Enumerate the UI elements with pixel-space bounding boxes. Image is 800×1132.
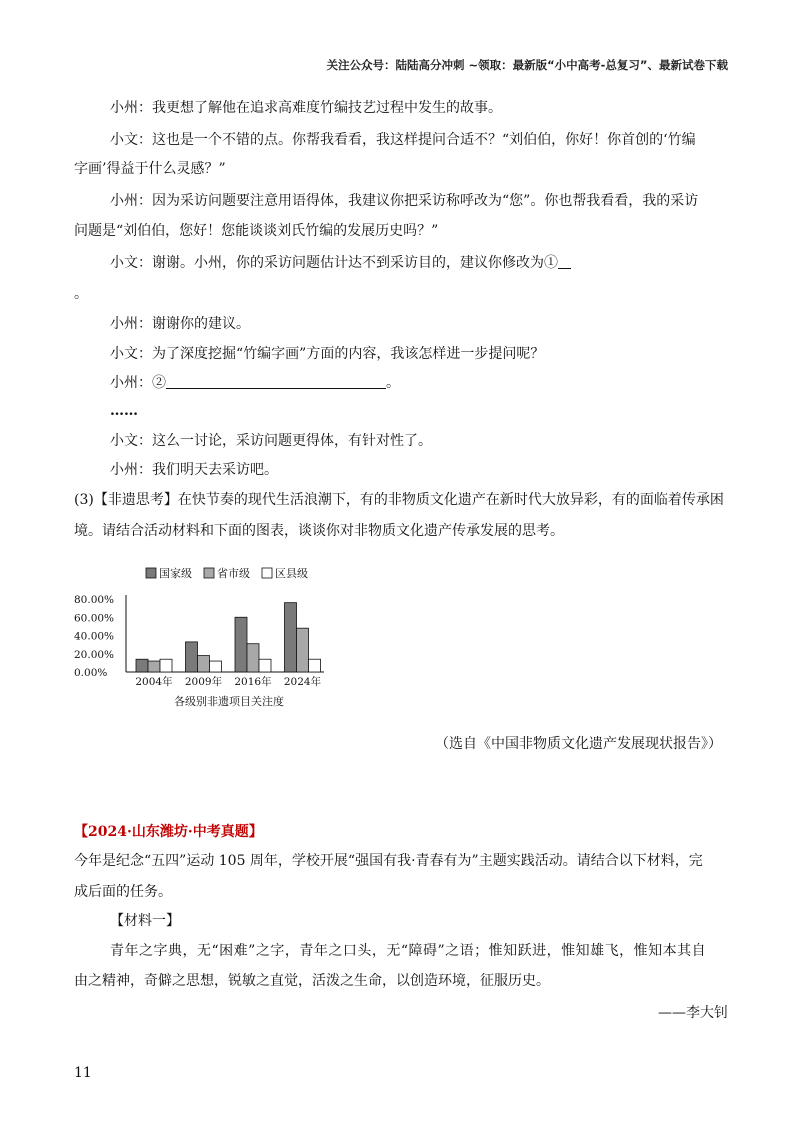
legend-label: 区县级 [275,567,308,580]
material-title: 【材料一】 [110,913,180,929]
question-3-line: (3)【非遗思考】在快节奏的现代生活浪潮下，有的非物质文化遗产在新时代大放异彩，有的面临着传承困 [74,492,724,508]
y-tick-label: 0.00% [74,667,108,679]
dialogue-line: 字画’得益于什么灵感？” [74,161,226,177]
bar-省市级-2009年 [198,656,210,672]
bar-国家级-2024年 [285,603,297,672]
bar-省市级-2024年 [297,628,309,672]
period: 。 [386,375,400,391]
bar-区县级-2016年 [259,659,271,672]
x-tick-label: 2004年 [135,676,173,688]
y-tick-label: 60.00% [74,612,115,625]
question-3-line: 境。请结合活动材料和下面的图表，谈谈你对非物质文化遗产传承发展的思考。 [74,523,564,539]
bar-省市级-2016年 [247,644,259,672]
legend-label: 国家级 [159,567,192,580]
bar-国家级-2009年 [186,642,198,672]
legend-label: 省市级 [217,567,250,580]
x-tick-label: 2024年 [283,676,322,688]
bar-区县级-2004年 [160,659,172,672]
dialogue-line: 小州：我们明天去采访吧。 [110,462,278,478]
x-tick-label: 2016年 [234,676,272,688]
bar-国家级-2004年 [136,659,148,672]
dialogue-text: 小州：② [110,375,166,391]
exam-tag: 【2024·山东潍坊·中考真题】 [74,824,263,840]
chart-title: 各级别非遗项目关注度 [174,695,284,708]
ellipsis: …… [110,403,138,419]
legend-swatch [262,568,272,578]
legend-swatch [146,568,156,578]
material-line: 青年之字典，无“困难”之字，青年之口头，无“障碍”之语；惟知跃进，惟知雄飞，惟知本其自 [110,943,707,959]
dialogue-line: 小文：这么一讨论，采访问题更得体，有针对性了。 [110,433,432,449]
dialogue-line-blank-2 [110,373,400,393]
bar-国家级-2016年 [235,617,247,672]
bar-区县级-2009年 [210,661,222,672]
x-tick-label: 2009年 [184,676,223,688]
intro-line: 今年是纪念“五四”运动 105 周年，学校开展“强国有我·青春有为”主题实践活动。请结合以下材料，完 [74,853,703,869]
bar-chart [74,562,334,712]
dialogue-line: 问题是“刘伯伯，您好！您能谈谈刘氏竹编的发展历史吗？” [74,223,439,239]
dialogue-line: 小州：因为采访问题要注意用语得体，我建议你把采访称呼改为“您”。你也帮我看看，我的采访 [110,193,699,209]
signature: ——李大钊 [658,1005,728,1021]
source-citation: （选自《中国非物质文化遗产发展现状报告》） [435,736,722,752]
answer-blank-1[interactable] [558,254,571,269]
dialogue-line: 小州：谢谢你的建议。 [110,316,250,332]
intro-line: 成后面的任务。 [74,884,172,900]
page-header: 关注公众号：陆陆高分冲刺 ~领取：最新版“小中高考-总复习”、最新试卷下载 [326,58,728,72]
bar-省市级-2004年 [148,661,160,672]
y-tick-label: 40.00% [74,630,115,643]
legend-swatch [204,568,214,578]
y-tick-label: 20.00% [74,648,115,661]
dialogue-line: 小州：我更想了解他在追求高难度竹编技艺过程中发生的故事。 [110,100,502,116]
bar-区县级-2024年 [309,659,321,672]
dialogue-line: 小文：为了深度挖掘“竹编字画”方面的内容，我该怎样进一步提问呢？ [110,346,545,362]
page-number: 11 [74,1065,92,1081]
dialogue-line: 小文：这也是一个不错的点。你帮我看看，我这样提问合适不？“刘伯伯，你好！你首创的‘竹编 [110,132,696,148]
y-tick-label: 80.00% [74,594,115,606]
dialogue-line: 。 [74,286,88,302]
material-line: 由之精神，奇僻之思想，锐敏之直觉，活泼之生命，以创造环境，征服历史。 [74,973,550,989]
dialogue-line-blank-1 [110,253,571,273]
dialogue-text: 小文：谢谢。小州，你的采访问题估计达不到采访目的，建议你修改为① [110,255,558,271]
answer-blank-2[interactable] [166,374,386,389]
